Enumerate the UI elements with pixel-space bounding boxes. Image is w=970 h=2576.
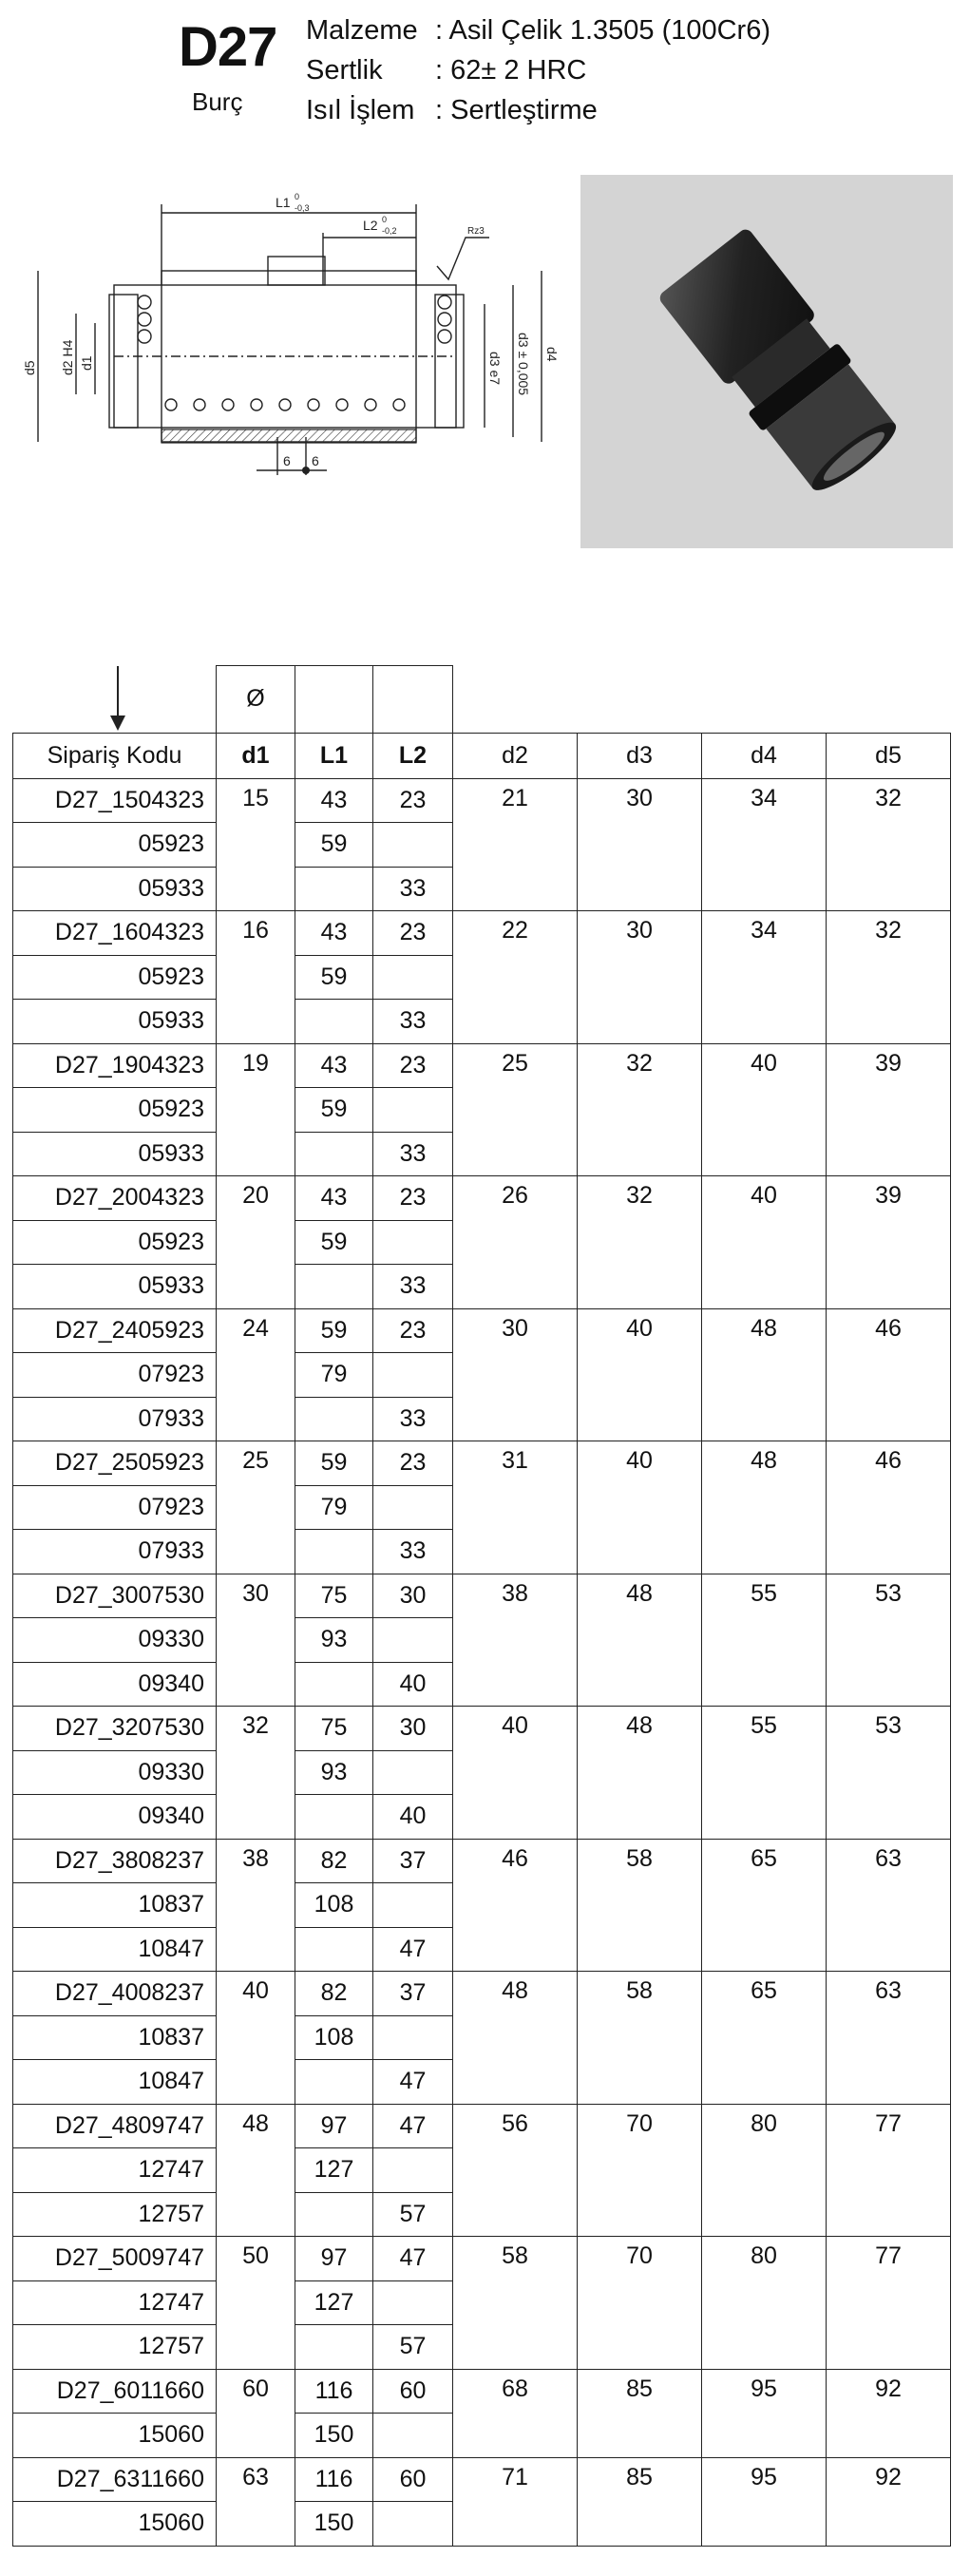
- order-code-cell: 10837: [13, 1883, 217, 1928]
- d4-cell: 95: [702, 2369, 827, 2457]
- order-code-cell: D27_4809747: [13, 2104, 217, 2148]
- order-code-cell: 05933: [13, 1000, 217, 1044]
- l1-cell: 43: [295, 1176, 373, 1221]
- l2-cell: [373, 2015, 453, 2060]
- empty-cell: [702, 666, 827, 734]
- d3-cell: 30: [578, 911, 702, 1044]
- l1-cell: 59: [295, 1441, 373, 1486]
- l2-cell: [373, 1750, 453, 1795]
- d1-cell: 25: [217, 1441, 295, 1574]
- d1-cell: 16: [217, 911, 295, 1044]
- spec-value: : Asil Çelik 1.3505 (100Cr6): [435, 15, 770, 46]
- order-code-cell: 10847: [13, 1927, 217, 1972]
- l2-cell: 47: [373, 1927, 453, 1972]
- header-d5: d5: [827, 733, 951, 778]
- order-code-cell: D27_4008237: [13, 1972, 217, 2016]
- l1-cell: [295, 1662, 373, 1707]
- l1-cell: 97: [295, 2104, 373, 2148]
- d4-cell: 40: [702, 1176, 827, 1309]
- d3-cell: 32: [578, 1176, 702, 1309]
- spec-heat-treatment: [306, 95, 598, 126]
- l2-cell: [373, 823, 453, 868]
- empty-cell: [827, 666, 951, 734]
- d3-cell: 40: [578, 1441, 702, 1574]
- l2-cell: [373, 1618, 453, 1663]
- table-row: [13, 1707, 951, 1751]
- l1-cell: 116: [295, 2457, 373, 2502]
- order-code-cell: 07933: [13, 1397, 217, 1441]
- roughness-label: Rz3: [467, 226, 485, 237]
- order-code-cell: 07923: [13, 1485, 217, 1530]
- dim-6-right: 6: [312, 453, 319, 468]
- l1-cell: 43: [295, 778, 373, 823]
- d4-cell: 48: [702, 1308, 827, 1441]
- order-code-cell: D27_3808237: [13, 1839, 217, 1883]
- symbol-spacer: [373, 666, 453, 734]
- d3-cell: 30: [578, 778, 702, 911]
- d4-cell: 55: [702, 1574, 827, 1707]
- order-code-cell: 05923: [13, 955, 217, 1000]
- d5-cell: 77: [827, 2104, 951, 2237]
- l2-cell: [373, 955, 453, 1000]
- spec-value: : 62± 2 HRC: [435, 55, 587, 86]
- table-row: [13, 911, 951, 956]
- header-d2: d2: [453, 733, 578, 778]
- l1-cell: [295, 2060, 373, 2105]
- d2-cell: 46: [453, 1839, 578, 1972]
- order-code-cell: D27_2405923: [13, 1308, 217, 1353]
- l1-cell: 93: [295, 1750, 373, 1795]
- l2-cell: 57: [373, 2192, 453, 2237]
- d5-cell: 32: [827, 911, 951, 1044]
- order-code-cell: 07933: [13, 1530, 217, 1574]
- l1-cell: 116: [295, 2369, 373, 2414]
- order-code-cell: 15060: [13, 2502, 217, 2547]
- l1-cell: 150: [295, 2502, 373, 2547]
- table-row: [13, 1574, 951, 1618]
- d5-cell: 32: [827, 778, 951, 911]
- header-d4: d4: [702, 733, 827, 778]
- table-row: [13, 1972, 951, 2016]
- d2-cell: 56: [453, 2104, 578, 2237]
- table-row: [13, 2369, 951, 2414]
- d2-cell: 38: [453, 1574, 578, 1707]
- l2-cell: 60: [373, 2457, 453, 2502]
- l2-cell: 37: [373, 1839, 453, 1883]
- l2-cell: 33: [373, 1132, 453, 1176]
- l2-cell: 23: [373, 1308, 453, 1353]
- l1-cell: 93: [295, 1618, 373, 1663]
- table-row: [13, 778, 951, 823]
- dim-d1: d1: [79, 355, 94, 371]
- d3-cell: 70: [578, 2237, 702, 2370]
- order-code-cell: 05923: [13, 823, 217, 868]
- order-code-cell: 15060: [13, 2414, 217, 2458]
- l1-cell: 97: [295, 2237, 373, 2281]
- order-code-cell: D27_3207530: [13, 1707, 217, 1751]
- l1-cell: 75: [295, 1707, 373, 1751]
- d4-cell: 95: [702, 2457, 827, 2546]
- dim-d4: d4: [544, 347, 560, 362]
- d3-cell: 85: [578, 2369, 702, 2457]
- l1-cell: 127: [295, 2280, 373, 2325]
- product-name: Burç: [192, 87, 243, 116]
- table-row: [13, 1043, 951, 1088]
- l2-cell: 23: [373, 1441, 453, 1486]
- d1-cell: 63: [217, 2457, 295, 2546]
- symbol-row: [13, 666, 951, 734]
- order-code-cell: 12757: [13, 2192, 217, 2237]
- spec-label: Malzeme: [306, 15, 418, 46]
- spec-label: Sertlik: [306, 55, 383, 86]
- d2-cell: 40: [453, 1707, 578, 1840]
- d2-cell: 48: [453, 1972, 578, 2105]
- l2-cell: 23: [373, 1043, 453, 1088]
- order-code-cell: D27_5009747: [13, 2237, 217, 2281]
- l1-cell: 75: [295, 1574, 373, 1618]
- d3-cell: 32: [578, 1043, 702, 1176]
- order-code-cell: 10847: [13, 2060, 217, 2105]
- d4-cell: 55: [702, 1707, 827, 1840]
- d4-cell: 80: [702, 2104, 827, 2237]
- dim-l1-tol-bot: -0,3: [295, 203, 310, 213]
- d3-cell: 48: [578, 1574, 702, 1707]
- l1-cell: 82: [295, 1839, 373, 1883]
- order-code-cell: D27_2505923: [13, 1441, 217, 1486]
- order-code-cell: 05933: [13, 1132, 217, 1176]
- l2-cell: 23: [373, 778, 453, 823]
- technical-drawing: [19, 181, 570, 494]
- table-row: [13, 1839, 951, 1883]
- order-code-cell: 12747: [13, 2148, 217, 2193]
- l2-cell: 23: [373, 1176, 453, 1221]
- d5-cell: 53: [827, 1707, 951, 1840]
- table-row: [13, 1176, 951, 1221]
- l2-cell: [373, 2280, 453, 2325]
- d3-cell: 70: [578, 2104, 702, 2237]
- bushing-image: [580, 175, 953, 548]
- header-d3: d3: [578, 733, 702, 778]
- l2-cell: [373, 1883, 453, 1928]
- d3-cell: 58: [578, 1972, 702, 2105]
- l1-cell: [295, 1927, 373, 1972]
- l1-cell: 108: [295, 1883, 373, 1928]
- order-code-cell: 05933: [13, 1265, 217, 1309]
- l2-cell: [373, 1220, 453, 1265]
- order-code-cell: 09340: [13, 1795, 217, 1840]
- header-row: [13, 733, 951, 778]
- d4-cell: 65: [702, 1972, 827, 2105]
- order-code-cell: 05933: [13, 867, 217, 911]
- order-code-cell: D27_6011660: [13, 2369, 217, 2414]
- d4-cell: 48: [702, 1441, 827, 1574]
- l1-cell: [295, 1132, 373, 1176]
- order-code-cell: 09340: [13, 1662, 217, 1707]
- d2-cell: 31: [453, 1441, 578, 1574]
- l1-cell: 127: [295, 2148, 373, 2193]
- order-code-cell: D27_2004323: [13, 1176, 217, 1221]
- l1-cell: 59: [295, 1088, 373, 1133]
- l2-cell: [373, 1088, 453, 1133]
- d2-cell: 68: [453, 2369, 578, 2457]
- order-code-cell: D27_6311660: [13, 2457, 217, 2502]
- order-code-cell: 12757: [13, 2325, 217, 2370]
- dim-l1: L1: [276, 195, 291, 210]
- l1-cell: [295, 1000, 373, 1044]
- d2-cell: 30: [453, 1308, 578, 1441]
- l1-cell: [295, 1795, 373, 1840]
- dim-l2: L2: [363, 218, 378, 233]
- d1-cell: 38: [217, 1839, 295, 1972]
- order-code-cell: 09330: [13, 1750, 217, 1795]
- l1-cell: 79: [295, 1353, 373, 1398]
- order-code-cell: D27_3007530: [13, 1574, 217, 1618]
- l2-cell: 33: [373, 1397, 453, 1441]
- d1-cell: 50: [217, 2237, 295, 2370]
- order-code-cell: 05923: [13, 1088, 217, 1133]
- arrow-down-icon: [99, 666, 137, 733]
- l1-cell: [295, 1265, 373, 1309]
- l1-cell: 43: [295, 1043, 373, 1088]
- symbol-spacer: [295, 666, 373, 734]
- spec-hardness: [306, 55, 586, 86]
- spec-table-body: [13, 666, 951, 2547]
- d2-cell: 25: [453, 1043, 578, 1176]
- l1-cell: 59: [295, 955, 373, 1000]
- d3-cell: 48: [578, 1707, 702, 1840]
- header-l2: L2: [373, 733, 453, 778]
- l2-cell: 47: [373, 2060, 453, 2105]
- l2-cell: 60: [373, 2369, 453, 2414]
- d5-cell: 46: [827, 1441, 951, 1574]
- order-code-cell: D27_1904323: [13, 1043, 217, 1088]
- order-code-cell: D27_1504323: [13, 778, 217, 823]
- dim-l2-tol-bot: -0,2: [382, 226, 397, 236]
- d4-cell: 65: [702, 1839, 827, 1972]
- d1-cell: 24: [217, 1308, 295, 1441]
- empty-cell: [578, 666, 702, 734]
- l1-cell: 79: [295, 1485, 373, 1530]
- d1-cell: 20: [217, 1176, 295, 1309]
- d3-cell: 85: [578, 2457, 702, 2546]
- l1-cell: 59: [295, 823, 373, 868]
- l1-cell: [295, 2192, 373, 2237]
- order-code-cell: 09330: [13, 1618, 217, 1663]
- d1-cell: 30: [217, 1574, 295, 1707]
- l1-cell: 82: [295, 1972, 373, 2016]
- d4-cell: 80: [702, 2237, 827, 2370]
- l2-cell: 30: [373, 1574, 453, 1618]
- dim-l2-tol-top: 0: [382, 215, 388, 224]
- d2-cell: 22: [453, 911, 578, 1044]
- d2-cell: 58: [453, 2237, 578, 2370]
- l2-cell: 37: [373, 1972, 453, 2016]
- spec-table: [12, 665, 951, 2547]
- header-d1: d1: [217, 733, 295, 778]
- d1-cell: 19: [217, 1043, 295, 1176]
- l2-cell: 40: [373, 1662, 453, 1707]
- table-row: [13, 1308, 951, 1353]
- l2-cell: [373, 1353, 453, 1398]
- d1-cell: 15: [217, 778, 295, 911]
- l2-cell: [373, 2414, 453, 2458]
- l1-cell: [295, 2325, 373, 2370]
- empty-cell: [453, 666, 578, 734]
- l1-cell: 150: [295, 2414, 373, 2458]
- d2-cell: 71: [453, 2457, 578, 2546]
- l1-cell: [295, 867, 373, 911]
- d5-cell: 63: [827, 1972, 951, 2105]
- d5-cell: 53: [827, 1574, 951, 1707]
- l2-cell: [373, 2148, 453, 2193]
- dim-d3-e7: d3 e7: [487, 352, 503, 386]
- l2-cell: 57: [373, 2325, 453, 2370]
- dim-d5: d5: [22, 360, 37, 375]
- l2-cell: 33: [373, 867, 453, 911]
- order-code-cell: 10837: [13, 2015, 217, 2060]
- l2-cell: 40: [373, 1795, 453, 1840]
- l1-cell: 108: [295, 2015, 373, 2060]
- d4-cell: 40: [702, 1043, 827, 1176]
- product-photo: [580, 175, 953, 548]
- d5-cell: 63: [827, 1839, 951, 1972]
- d5-cell: 46: [827, 1308, 951, 1441]
- d2-cell: 21: [453, 778, 578, 911]
- l2-cell: [373, 1485, 453, 1530]
- order-code-cell: 12747: [13, 2280, 217, 2325]
- header-order-code: Sipariş Kodu: [13, 733, 217, 778]
- spec-label: Isıl İşlem: [306, 95, 415, 125]
- dim-d3-tol: d3 ± 0,005: [516, 333, 531, 396]
- d3-cell: 58: [578, 1839, 702, 1972]
- d5-cell: 92: [827, 2369, 951, 2457]
- l1-cell: [295, 1530, 373, 1574]
- d2-cell: 26: [453, 1176, 578, 1309]
- spec-material: [306, 15, 770, 47]
- d5-cell: 39: [827, 1043, 951, 1176]
- dim-6-left: 6: [283, 453, 291, 468]
- l2-cell: 30: [373, 1707, 453, 1751]
- l1-cell: 59: [295, 1308, 373, 1353]
- diameter-symbol: Ø: [217, 666, 295, 734]
- d3-cell: 40: [578, 1308, 702, 1441]
- d1-cell: 40: [217, 1972, 295, 2105]
- l2-cell: 33: [373, 1530, 453, 1574]
- order-code-cell: 05923: [13, 1220, 217, 1265]
- l2-cell: 47: [373, 2104, 453, 2148]
- d1-cell: 48: [217, 2104, 295, 2237]
- d5-cell: 77: [827, 2237, 951, 2370]
- product-code: D27: [179, 16, 277, 78]
- d4-cell: 34: [702, 778, 827, 911]
- order-code-cell: 07923: [13, 1353, 217, 1398]
- l2-cell: 33: [373, 1000, 453, 1044]
- l2-cell: 23: [373, 911, 453, 956]
- dim-l1-tol-top: 0: [295, 192, 300, 201]
- d5-cell: 39: [827, 1176, 951, 1309]
- l2-cell: [373, 2502, 453, 2547]
- l2-cell: 33: [373, 1265, 453, 1309]
- d1-cell: 32: [217, 1707, 295, 1840]
- table-row: [13, 2237, 951, 2281]
- order-code-cell: D27_1604323: [13, 911, 217, 956]
- l1-cell: 59: [295, 1220, 373, 1265]
- l1-cell: [295, 1397, 373, 1441]
- spec-value: : Sertleştirme: [435, 95, 598, 125]
- d1-cell: 60: [217, 2369, 295, 2457]
- table-row: [13, 1441, 951, 1486]
- arrow-cell: [13, 666, 217, 734]
- d5-cell: 92: [827, 2457, 951, 2546]
- table-row: [13, 2457, 951, 2502]
- l2-cell: 47: [373, 2237, 453, 2281]
- table-row: [13, 2104, 951, 2148]
- header-l1: L1: [295, 733, 373, 778]
- d4-cell: 34: [702, 911, 827, 1044]
- l1-cell: 43: [295, 911, 373, 956]
- dim-d2: d2 H4: [60, 339, 75, 375]
